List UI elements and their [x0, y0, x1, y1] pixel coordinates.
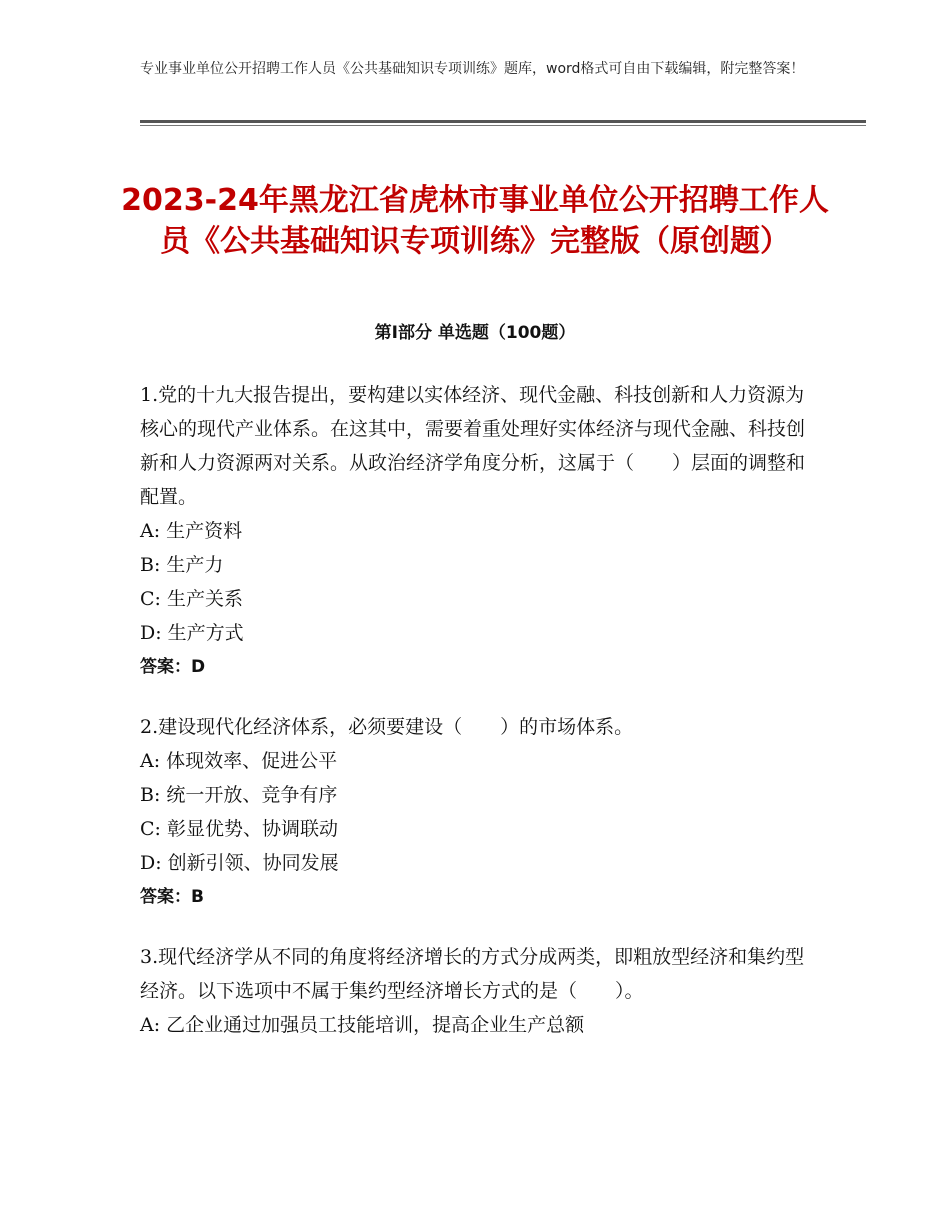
header-note: 专业事业单位公开招聘工作人员《公共基础知识专项训练》题库，word格式可自由下载编辑，附完整答案！ — [140, 61, 805, 77]
option-c: C: 彰显优势、协调联动 — [140, 818, 338, 840]
answer: 答案：B — [140, 887, 204, 907]
header-rule-thin — [140, 125, 866, 126]
section-title: 第Ⅰ部分 单选题（100题） — [374, 323, 576, 343]
option-b: B: 统一开放、竞争有序 — [140, 784, 338, 806]
option-a: A: 乙企业通过加强员工技能培训，提高企业生产总额 — [140, 1014, 585, 1036]
question-3 — [140, 940, 810, 1042]
question-2 — [140, 710, 810, 914]
option-a: A: 生产资料 — [140, 520, 243, 542]
question-1 — [140, 378, 810, 684]
option-a: A: 体现效率、促进公平 — [140, 750, 338, 772]
answer: 答案：D — [140, 657, 206, 677]
question-stem: 2.建设现代化经济体系，必须要建设（ ）的市场体系。 — [140, 716, 634, 738]
option-d: D: 生产方式 — [140, 622, 244, 644]
question-list — [140, 378, 810, 1068]
option-c: C: 生产关系 — [140, 588, 243, 610]
header-rule-thick — [140, 120, 866, 123]
option-d: D: 创新引领、协同发展 — [140, 852, 339, 874]
question-stem: 1.党的十九大报告提出，要构建以实体经济、现代金融、科技创新和人力资源为核心的现代产业体系。在这其中，需要着重处理好实体经济与现代金融、科技创新和人力资源两对关系。从政治经济学角度分析，这属于（ ）层面的调整和配置。 — [140, 384, 806, 508]
option-b: B: 生产力 — [140, 554, 224, 576]
question-stem: 3.现代经济学从不同的角度将经济增长的方式分成两类，即粗放型经济和集约型经济。以下选项中不属于集约型经济增长方式的是（ ）。 — [140, 946, 805, 1002]
document-title: 2023-24年黑龙江省虎林市事业单位公开招聘工作人员《公共基础知识专项训练》完整版（原创题） — [121, 183, 829, 260]
